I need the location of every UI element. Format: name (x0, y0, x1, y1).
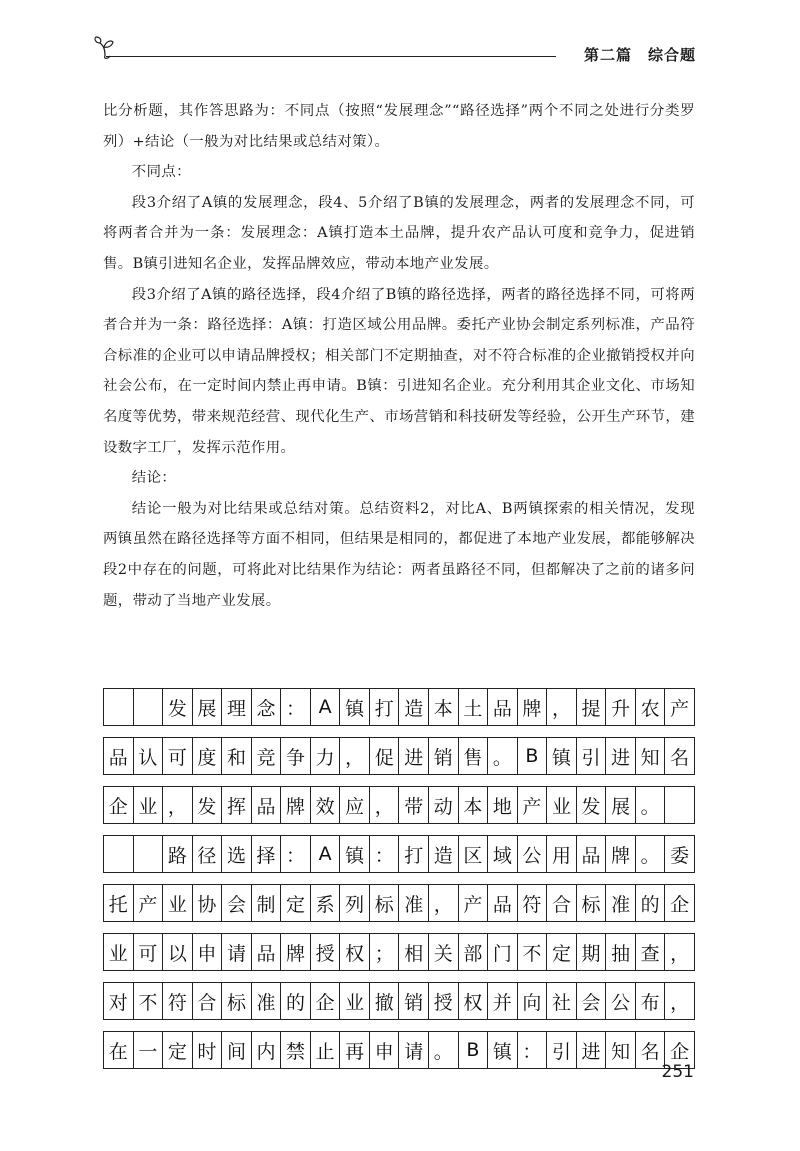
grid-cell: 在 (104, 1032, 134, 1068)
grid-cell: 销 (399, 983, 429, 1019)
grid-cell: 产 (459, 885, 489, 921)
grid-cell: 业 (163, 885, 193, 921)
grid-row (103, 884, 695, 922)
grid-cell: 展 (193, 689, 223, 725)
grid-cell: 公 (606, 983, 636, 1019)
grid-cell: 准 (399, 885, 429, 921)
grid-cell: 名 (665, 738, 695, 774)
grid-cell: 农 (636, 689, 666, 725)
grid-cell (134, 689, 164, 725)
grid-cell: 准 (252, 983, 282, 1019)
grid-cell: 企 (104, 787, 134, 823)
grid-cell: 定 (281, 885, 311, 921)
grid-cell: ， (370, 787, 400, 823)
grid-cell: 业 (547, 787, 577, 823)
grid-cell: ： (281, 689, 311, 725)
grid-cell: 企 (665, 885, 695, 921)
grid-cell: 挥 (222, 787, 252, 823)
grid-cell: 理 (222, 689, 252, 725)
grid-cell: 。 (429, 1032, 459, 1068)
grid-cell: 授 (311, 934, 341, 970)
grid-cell: 向 (518, 983, 548, 1019)
grid-cell: 镇 (488, 1032, 518, 1068)
grid-cell: 系 (311, 885, 341, 921)
grid-cell: 力 (311, 738, 341, 774)
grid-cell: 不 (134, 983, 164, 1019)
grid-cell: 时 (193, 1032, 223, 1068)
grid-cell: ， (163, 787, 193, 823)
grid-cell: 的 (636, 885, 666, 921)
grid-cell: 镇 (547, 738, 577, 774)
grid-cell: 知 (636, 738, 666, 774)
grid-cell: 。 (636, 787, 666, 823)
grid-cell: 镇 (340, 836, 370, 872)
grid-cell: 展 (606, 787, 636, 823)
grid-cell: 牌 (606, 836, 636, 872)
grid-cell: ： (281, 836, 311, 872)
grid-cell: 业 (340, 983, 370, 1019)
grid-cell: 竞 (252, 738, 282, 774)
grid-cell: 的 (281, 983, 311, 1019)
grid-cell: B (518, 738, 548, 774)
grid-cell: 售 (459, 738, 489, 774)
grid-cell: 发 (577, 787, 607, 823)
grid-cell: 牌 (281, 934, 311, 970)
grid-cell: 权 (340, 934, 370, 970)
grid-cell: 进 (606, 738, 636, 774)
grid-cell (104, 689, 134, 725)
grid-cell: 品 (488, 689, 518, 725)
grid-cell: 可 (163, 738, 193, 774)
grid-cell: 一 (134, 1032, 164, 1068)
grid-cell: ， (665, 934, 695, 970)
grid-cell: 地 (488, 787, 518, 823)
grid-cell: ； (370, 934, 400, 970)
grid-cell: 发 (163, 689, 193, 725)
grid-cell: 对 (104, 983, 134, 1019)
grid-cell: 企 (311, 983, 341, 1019)
grid-row (103, 933, 695, 971)
grid-cell: 打 (370, 689, 400, 725)
grid-cell: 权 (459, 983, 489, 1019)
grid-cell: 应 (340, 787, 370, 823)
grid-row (103, 982, 695, 1020)
grid-cell: 。 (636, 836, 666, 872)
body-text (103, 96, 695, 616)
grid-cell: 度 (193, 738, 223, 774)
grid-cell: 业 (134, 787, 164, 823)
grid-cell: 知 (606, 1032, 636, 1068)
grid-cell: 符 (163, 983, 193, 1019)
grid-cell: 间 (222, 1032, 252, 1068)
grid-cell (104, 836, 134, 872)
grid-cell: 打 (399, 836, 429, 872)
grid-cell: 品 (252, 787, 282, 823)
grid-cell (134, 836, 164, 872)
grid-cell: 造 (429, 836, 459, 872)
grid-cell: 期 (577, 934, 607, 970)
grid-cell: 土 (459, 689, 489, 725)
grid-cell: 引 (547, 1032, 577, 1068)
answer-grid (103, 688, 695, 1080)
grid-cell: 社 (547, 983, 577, 1019)
grid-cell: 关 (429, 934, 459, 970)
grid-cell: 品 (104, 738, 134, 774)
grid-cell: 申 (193, 934, 223, 970)
grid-cell: 标 (222, 983, 252, 1019)
grid-cell: 念 (252, 689, 282, 725)
grid-cell: 企 (665, 1032, 695, 1068)
grid-cell: 产 (665, 689, 695, 725)
grid-cell: 查 (636, 934, 666, 970)
grid-cell: 域 (488, 836, 518, 872)
grid-cell: 请 (399, 1032, 429, 1068)
paragraph: 不同点： (131, 164, 191, 181)
grid-cell: 列 (340, 885, 370, 921)
grid-cell: 提 (577, 689, 607, 725)
grid-cell: 促 (370, 738, 400, 774)
grid-cell: 本 (429, 689, 459, 725)
grid-cell: ， (340, 738, 370, 774)
grid-cell: 不 (518, 934, 548, 970)
grid-cell: 带 (399, 787, 429, 823)
page-header (92, 30, 696, 70)
grid-cell: 标 (370, 885, 400, 921)
grid-cell: 动 (429, 787, 459, 823)
grid-row (103, 786, 695, 824)
grid-cell: 门 (488, 934, 518, 970)
grid-cell: 授 (429, 983, 459, 1019)
grid-cell: 镇 (340, 689, 370, 725)
grid-cell: 相 (399, 934, 429, 970)
grid-cell: 牌 (281, 787, 311, 823)
grid-cell: 制 (252, 885, 282, 921)
paragraph: 结论一般为对比结果或总结对策。总结资料2，对比A、B两镇探索的相关情况，发现两镇虽然在路径选择等方面不相同，但结果是相同的，都促进了本地产业发展，都能够解决段2中存在的问题，可将此对比结果作为结论：两者虽路径不同，但都解决了之前的诸多问题，带动了当地产业发展。 (103, 500, 695, 609)
grid-cell: 产 (134, 885, 164, 921)
grid-cell: 选 (222, 836, 252, 872)
grid-cell: 区 (459, 836, 489, 872)
grid-cell: 协 (193, 885, 223, 921)
grid-cell: ， (547, 689, 577, 725)
grid-cell: 部 (459, 934, 489, 970)
grid-cell: 。 (488, 738, 518, 774)
grid-cell: B (459, 1032, 489, 1068)
grid-cell: 品 (252, 934, 282, 970)
grid-row (103, 835, 695, 873)
grid-cell: 会 (222, 885, 252, 921)
grid-cell: 以 (163, 934, 193, 970)
grid-cell: 进 (399, 738, 429, 774)
grid-cell: 再 (340, 1032, 370, 1068)
grid-cell: 品 (577, 836, 607, 872)
grid-cell: 路 (163, 836, 193, 872)
grid-cell: 标 (577, 885, 607, 921)
grid-cell: A (311, 836, 341, 872)
grid-cell: 可 (134, 934, 164, 970)
grid-cell: 托 (104, 885, 134, 921)
grid-cell: 名 (636, 1032, 666, 1068)
grid-cell: A (311, 689, 341, 725)
grid-cell: 发 (193, 787, 223, 823)
grid-cell: 抽 (606, 934, 636, 970)
grid-cell: 止 (311, 1032, 341, 1068)
grid-cell: 引 (577, 738, 607, 774)
grid-cell: 定 (547, 934, 577, 970)
paragraph: 结论： (131, 470, 177, 487)
grid-cell: 申 (370, 1032, 400, 1068)
grid-cell: ， (665, 983, 695, 1019)
grid-cell: ： (518, 1032, 548, 1068)
paragraph: 比分析题，其作答思路为：不同点（按照“发展理念”“路径选择”两个不同之处进行分类罗列）+结论（一般为对比结果或总结对策）。 (103, 103, 695, 150)
paragraph: 段3介绍了A镇的路径选择，段4介绍了B镇的路径选择，两者的路径选择不同，可将两者合并为一条：路径选择：A镇：打造区域公用品牌。委托产业协会制定系列标准，产品符合标准的企业可以申请品牌授权；相关部门不定期抽查，对不符合标准的企业撤销授权并向社会公布，在一定时间内禁止再申请。B镇：引进知名企业。充分利用其企业文化、市场知名度等优势，带来规范经营、现代化生产、市场营销和科技研发等经验，公开生产环节，建设数字工厂，发挥示范作用。 (103, 286, 695, 456)
grid-cell: 择 (252, 836, 282, 872)
grid-cell: 布 (636, 983, 666, 1019)
grid-cell: 委 (665, 836, 695, 872)
grid-cell: 内 (252, 1032, 282, 1068)
grid-cell: 销 (429, 738, 459, 774)
grid-cell: 效 (311, 787, 341, 823)
grid-cell: 撤 (370, 983, 400, 1019)
grid-cell: 产 (518, 787, 548, 823)
header-rule (106, 56, 556, 57)
grid-cell: 本 (459, 787, 489, 823)
grid-cell: 请 (222, 934, 252, 970)
grid-cell: ， (429, 885, 459, 921)
grid-cell: 品 (488, 885, 518, 921)
grid-cell: 并 (488, 983, 518, 1019)
grid-cell: 用 (547, 836, 577, 872)
grid-cell: 定 (163, 1032, 193, 1068)
grid-cell: 和 (222, 738, 252, 774)
grid-cell: 公 (518, 836, 548, 872)
grid-cell: 合 (547, 885, 577, 921)
grid-row (103, 737, 695, 775)
grid-cell: ： (370, 836, 400, 872)
grid-cell: 认 (134, 738, 164, 774)
grid-cell: 符 (518, 885, 548, 921)
grid-cell: 径 (193, 836, 223, 872)
grid-cell: 进 (577, 1032, 607, 1068)
paragraph: 段3介绍了A镇的发展理念，段4、5介绍了B镇的发展理念，两者的发展理念不同，可将两者合并为一条：发展理念：A镇打造本土品牌，提升农产品认可度和竞争力，促进销售。B镇引进知名企业，发挥品牌效应，带动本地产业发展。 (103, 194, 695, 272)
chapter-title: 第二篇 综合题 (583, 46, 696, 64)
grid-cell: 禁 (281, 1032, 311, 1068)
grid-cell: 会 (577, 983, 607, 1019)
grid-row (103, 1031, 695, 1069)
grid-cell: 合 (193, 983, 223, 1019)
grid-row (103, 688, 695, 726)
grid-cell: 争 (281, 738, 311, 774)
grid-cell: 升 (606, 689, 636, 725)
grid-cell: 牌 (518, 689, 548, 725)
grid-cell: 准 (606, 885, 636, 921)
page-number: 251 (661, 1062, 694, 1082)
grid-cell: 业 (104, 934, 134, 970)
grid-cell: 造 (399, 689, 429, 725)
grid-cell (665, 787, 695, 823)
